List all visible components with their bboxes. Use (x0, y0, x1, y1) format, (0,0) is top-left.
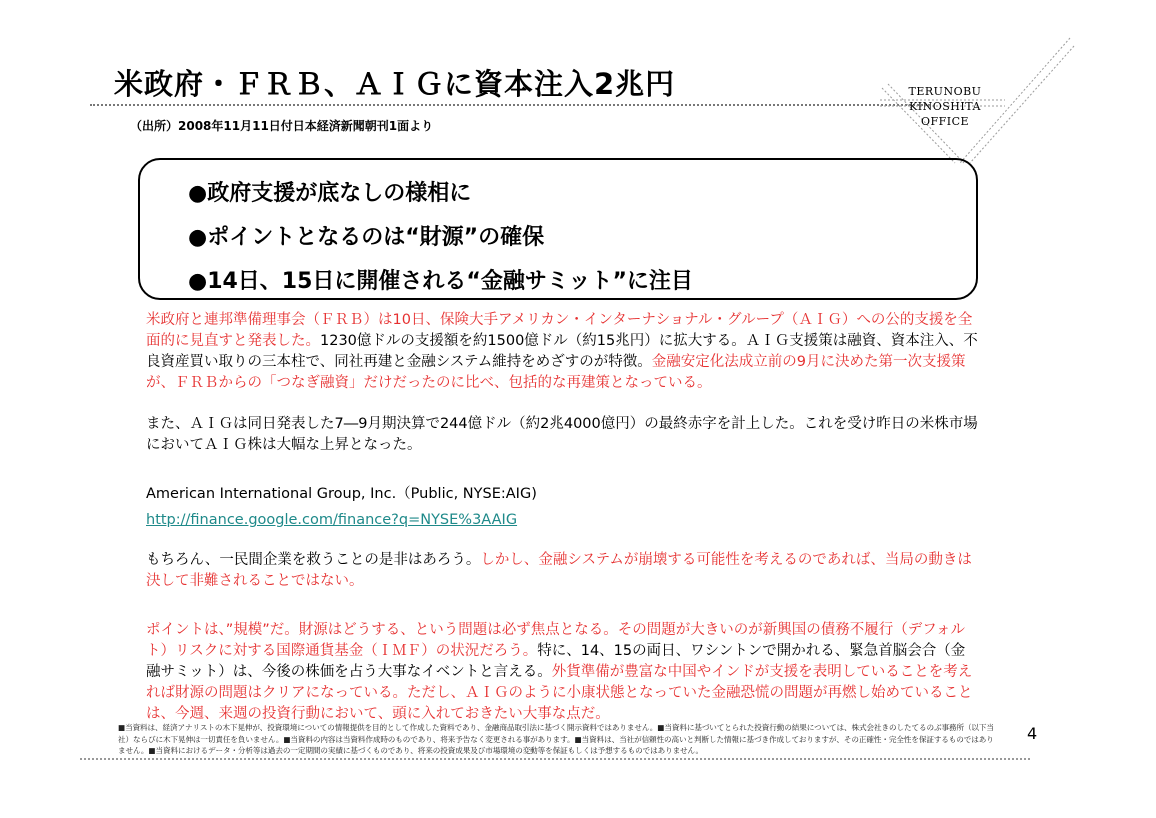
page-number: 4 (1027, 724, 1038, 743)
logo-line-1: TERUNOBU (908, 85, 982, 98)
summary-bullet-3: ●14日、15日に開催される“金融サミット”に注目 (188, 269, 693, 294)
company-name: American International Group, Inc.（Public, NYSE:AIG) (146, 486, 537, 502)
paragraph-highlight: 外貨準備が豊富な中国やインドが支援を表明していることを考えれば財源の問題はクリアになっている。ただし、ＡＩＧのように小康状態となっていた金融恐慌の問題が再燃し始めていることは、今週、来週の投資行動において、頭に入れておきたい大事な点だ。 (146, 664, 973, 722)
paragraph-highlight: 米政府と連邦準備理事会（ＦＲＢ）は10日、保険大手アメリカン・インターナショナル・グループ（ＡＩＧ）への公的支援を全面的に見直すと発表した。 (146, 312, 973, 349)
disclaimer-text: ■当資料は、経済アナリストの木下晃伸が、投資環境についての情報提供を目的として作成した資料であり、金融商品取引法に基づく開示資料ではありません。■当資料に基づいてとられた投資行動の結果については、株式会社きのしたてるのぶ事務所（以下当社）ならびに木下晃伸は一切責任を負いません。■当資料の内容は当資料作成時のものであり、将来予告なく変更される事があります。■当資料は、当社が信頼性の高いと判断した情報に基づき作成しておりますが、その正確性・完全性を保証するものではありません。■当資料におけるデータ・分析等は過去の一定期間の実績に基づくものであり、将来の投資成果及び市場環境の変動等を保証もしくは予想するものではありません。 (118, 723, 994, 755)
logo-line-3: OFFICE (920, 115, 970, 128)
office-logo (895, 84, 995, 129)
paragraph-aig-earnings: また、ＡＩＧは同日発表した7―9月期決算で244億ドル（約2兆4000億円）の最終赤字を計上した。これを受け昨日の米株市場においてＡＩＧ株は大幅な上昇となった。 (146, 416, 978, 453)
slide-title: 米政府・ＦＲＢ、ＡＩＧに資本注入2兆円 (114, 67, 676, 101)
logo-line-2: KINOSHITA (909, 100, 981, 113)
summary-box (138, 158, 978, 300)
footer-divider (80, 758, 1030, 760)
finance-link[interactable]: http://finance.google.com/finance?q=NYSE%3AAIG (146, 512, 518, 528)
paragraph-highlight: ポイントは、”規模”だ。財源はどうする、という問題は必ず焦点となる。その問題が大きいのが新興国の債務不履行（デフォルト）リスクに対する国際通貨基金（ＩＭＦ）の状況だろう。 (146, 622, 966, 659)
paragraph-text: 特に、14、15の両日、ワシントンで開かれる、緊急首脳会合（金融サミット）は、今後の株価を占う大事なイベントと言える。 (146, 643, 966, 680)
paragraph-highlight: 金融安定化法成立前の9月に決めた第一次支援策が、ＦＲＢからの「つなぎ融資」だけだったのに比べ、包括的な再建策となっている。 (146, 354, 966, 391)
paragraph-highlight: しかし、金融システムが崩壊する可能性を考えるのであれば、当局の動きは決して非難されることではない。 (146, 552, 972, 589)
source-citation: （出所）2008年11月11日付日本経済新聞朝刊1面より (130, 119, 434, 133)
paragraph-points (146, 620, 978, 725)
summary-bullet-1: ●政府支援が底なしの様相に (188, 181, 472, 206)
summary-bullet-2: ●ポイントとなるのは“財源”の確保 (188, 225, 545, 250)
paragraph-text: 1230億ドルの支援額を約1500億ドル（約15兆円）に拡大する。ＡＩＧ支援策は融資、資本注入、不良資産買い取りの三本柱で、同社再建と金融システム維持をめざすのが特徴。 (146, 333, 978, 370)
paragraph-text: もちろん、一民間企業を救うことの是非はあろう。 (146, 552, 481, 568)
title-divider (90, 104, 930, 106)
paragraph-opinion (146, 550, 978, 592)
paragraph-aig-support (146, 310, 978, 394)
